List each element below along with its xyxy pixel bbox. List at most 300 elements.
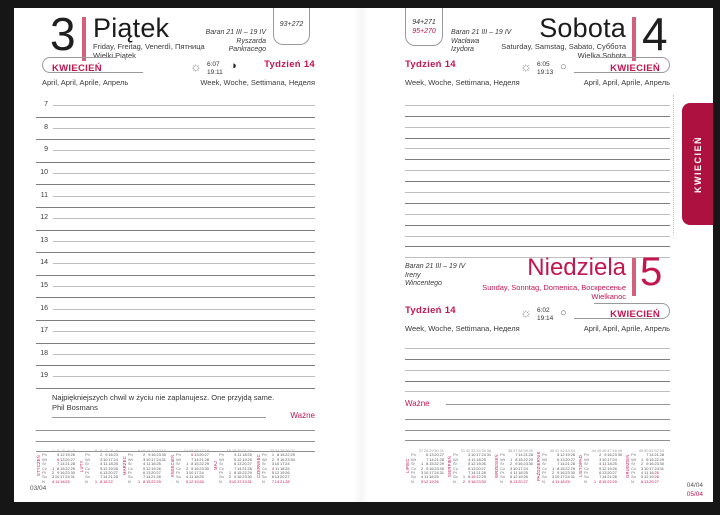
notes-lines: [36, 421, 315, 452]
day-cell: 13: [429, 452, 434, 458]
week-number: 43: [565, 449, 570, 453]
mini-calendar-month-name: STYCZEŃ: [36, 455, 41, 477]
day-cell: 2: [551, 470, 555, 476]
day-cell: 28: [659, 452, 664, 458]
mini-calendar-month-name: KWIECIEŃ: [170, 454, 175, 478]
ruled-line: [405, 193, 670, 204]
day-cell: 13: [274, 474, 280, 480]
mini-calendar-marzec: [122, 449, 166, 484]
day-cell: 26: [113, 465, 118, 471]
day-cell: 17: [60, 474, 65, 480]
weekday-label: Cz: [218, 465, 224, 471]
hour-rule: [53, 196, 315, 197]
week-number: 9: [137, 449, 141, 453]
day-cell: 8: [100, 478, 103, 484]
day-cell: 6: [557, 456, 560, 462]
day-cell: 22: [108, 478, 113, 484]
day-cell: 11: [555, 478, 560, 484]
day-cell: 29: [612, 478, 617, 484]
ruled-line: [405, 128, 670, 139]
hour-label: 9: [44, 146, 48, 154]
sunday-note-lines: [405, 338, 670, 392]
day-cell: 22: [565, 465, 570, 471]
weekday-label: Cz: [42, 465, 47, 471]
day-cell: 23: [242, 474, 247, 480]
day-cell: 19: [565, 452, 570, 458]
weekday-label: Pn: [583, 452, 589, 458]
half-hour-rule: [36, 264, 315, 275]
week-number: 12: [151, 449, 156, 453]
ruled-line: [405, 106, 670, 117]
ruled-line: [405, 226, 670, 237]
half-hour-rule: [36, 129, 315, 140]
mini-calendar-month-name: GRUDZIEŃ: [625, 454, 631, 478]
mini-calendar-wrzesień: [494, 449, 533, 484]
week-number: 49: [617, 449, 623, 453]
week-number: 7: [105, 449, 108, 453]
day-cell: 10: [471, 452, 476, 458]
day-cell: 3: [468, 452, 471, 458]
hour-row: [36, 321, 315, 344]
month-tab-rule: [574, 72, 594, 73]
half-hour-rule: [36, 106, 315, 117]
week-number: 9: [115, 449, 118, 453]
day-cell: 18: [242, 452, 247, 458]
weekday-label: Cz: [84, 465, 90, 471]
week-translations: Week, Woche, Settimana, Неделя: [405, 78, 520, 87]
weekday-label: Śr: [631, 461, 636, 467]
weekday-label: Wt: [583, 456, 589, 462]
day-cell: 12: [60, 452, 65, 458]
day-cell: 5: [599, 465, 602, 471]
day-cell: 15: [518, 456, 523, 462]
month-tab-rule: [117, 72, 143, 73]
day-cell: 15: [649, 456, 654, 462]
weekday-label: Pn: [500, 452, 505, 458]
day-cell: 17: [476, 452, 481, 458]
mini-calendar-month-name: SIERPIEŃ: [446, 455, 452, 477]
weekday-label: So: [631, 474, 636, 480]
day-cell: 20: [607, 470, 612, 476]
day-cell: 19: [108, 465, 113, 471]
mini-calendar-row: [85, 480, 118, 484]
ruled-line: [405, 139, 670, 150]
day-cell: 12: [274, 470, 280, 476]
day-cell: 11: [146, 461, 151, 467]
day-cell: 13: [643, 478, 649, 484]
day-cell: 26: [523, 474, 528, 480]
day-cell: 29: [247, 470, 252, 476]
weekday-label: Pt: [176, 470, 180, 476]
day-cell: 29: [156, 478, 161, 484]
day-cell: 1: [510, 456, 513, 462]
day-cell: 6: [100, 470, 103, 476]
ruled-line: [36, 421, 315, 431]
hour-row-top: [36, 140, 315, 154]
day-cell: 7: [426, 456, 429, 462]
day-cell: 26: [570, 452, 575, 458]
day-cell: 25: [481, 456, 486, 462]
day-cell: 10: [231, 478, 237, 484]
day-cell: 8: [234, 470, 237, 476]
day-cell: 15: [279, 452, 285, 458]
day-cell: 27: [113, 470, 118, 476]
day-cell: 9: [105, 452, 108, 458]
sunset-time: 19:13: [537, 68, 554, 76]
day-cell: 8: [599, 478, 602, 484]
day-header-saturday: [482, 15, 626, 60]
day-cell: 10: [554, 474, 560, 480]
day-cell: 10: [274, 461, 280, 467]
day-cell: 13: [237, 461, 242, 467]
hour-rule: [53, 218, 315, 219]
ruled-line: [405, 160, 670, 171]
day-cell: 15: [602, 478, 607, 484]
zodiac-sign: Baran 21 III – 19 IV: [405, 263, 466, 270]
day-cell: 8: [557, 465, 560, 471]
day-cell: [290, 480, 295, 484]
day-cell: 30: [528, 461, 533, 467]
mini-calendar-grid: [219, 449, 252, 484]
weekday-label: Pt: [84, 470, 89, 476]
weekday-label: Wt: [500, 456, 505, 462]
week-translations: Week, Woche, Settimana, Неделя: [405, 324, 520, 333]
day-cell: 24: [523, 465, 528, 471]
important-label: Ważne: [290, 411, 315, 420]
day-cell: 1: [94, 478, 98, 484]
day-cell: 18: [476, 456, 481, 462]
weekday-label: Pn: [84, 452, 90, 458]
day-cell: 3: [100, 456, 103, 462]
week-number: 27: [290, 449, 295, 453]
day-cell: 17: [194, 470, 199, 476]
week-number: 13: [156, 449, 161, 453]
hour-row-top: [36, 208, 315, 222]
weekday-label: So: [542, 474, 547, 480]
day-cell: 28: [156, 474, 161, 480]
hourly-schedule-grid: [36, 95, 315, 389]
week-number: 42: [560, 449, 565, 453]
day-cell: 14: [274, 478, 280, 484]
weekday-label: Pn: [176, 452, 181, 458]
day-cell: 19: [194, 478, 199, 484]
weekday-label: N: [452, 478, 456, 484]
ruled-line: [405, 149, 670, 160]
day-accent-bar: [632, 258, 636, 296]
day-cell: 30: [481, 478, 486, 484]
day-cell: 5: [57, 452, 60, 458]
day-cell: 21: [151, 474, 156, 480]
day-cell: 2: [185, 465, 189, 471]
weekday-label: Pn: [631, 452, 636, 458]
day-cell: 18: [151, 461, 156, 467]
month-side-tab: [682, 103, 713, 225]
day-cell: 6: [510, 478, 513, 484]
day-cell: 5: [420, 478, 424, 484]
hour-row: [36, 366, 315, 389]
mini-calendar-row: [219, 480, 252, 484]
day-cell: 30: [659, 461, 664, 467]
sun-icon: ☼: [190, 59, 202, 74]
day-cell: 18: [607, 461, 612, 467]
day-cell: 21: [523, 452, 528, 458]
day-cell: 11: [602, 461, 607, 467]
day-cell: 25: [247, 452, 252, 458]
day-cell: 16: [194, 465, 199, 471]
day-cell: 4: [599, 461, 602, 467]
day-cell: [113, 480, 118, 484]
month-tab-saturday: [594, 57, 670, 73]
day-cell: 25: [285, 465, 290, 471]
zodiac-sign: Baran 21 III – 19 IV: [205, 29, 266, 36]
day-cell: 21: [279, 478, 285, 484]
day-cell: 28: [481, 470, 486, 476]
day-cell: 20: [649, 478, 654, 484]
week-number: 36: [486, 449, 492, 453]
day-cell: 4: [100, 461, 103, 467]
name-day: Wincentego: [405, 280, 442, 287]
important-rule: [52, 417, 266, 418]
day-cell: 28: [570, 461, 575, 467]
sun-icon: ☼: [520, 305, 532, 320]
day-cell: 1: [137, 478, 141, 484]
day-cell: 21: [476, 470, 481, 476]
day-number-friday: 3: [50, 8, 75, 60]
day-cell: 2: [462, 478, 466, 484]
weekday-label: Cz: [542, 465, 547, 471]
hour-label: 19: [40, 372, 48, 380]
day-cell: 9: [148, 452, 151, 458]
day-cell: 7: [100, 474, 103, 480]
day-cell: 19: [279, 470, 285, 476]
week-number: 40: [528, 449, 533, 453]
week-number: 44: [570, 449, 575, 453]
day-header-sunday-sub: [434, 283, 626, 301]
day-cell: 22: [285, 452, 290, 458]
mini-calendar-styczeń: [36, 449, 75, 484]
month-label: KWIECIEŃ: [610, 309, 660, 320]
day-cell: 5: [234, 456, 237, 462]
hour-label: 16: [40, 304, 48, 312]
hour-row-top: [36, 95, 315, 109]
weekday-label: Pt: [500, 470, 504, 476]
weekday-label: So: [127, 474, 133, 480]
weekday-label: Śr: [542, 461, 546, 467]
day-cell: 24: [654, 465, 659, 471]
mini-calendar-row: [176, 480, 209, 484]
week-number: 28: [423, 449, 429, 453]
hour-rule: [53, 128, 315, 129]
day-cell: 13: [60, 456, 65, 462]
footer-date-sunday: 05/04: [686, 490, 703, 498]
week-number: 18: [226, 449, 232, 453]
page-date-footer-left: 03/04: [30, 485, 47, 492]
hour-label: 17: [40, 327, 48, 335]
name-day: Pankracego: [228, 46, 266, 53]
week-number: 21: [242, 449, 247, 453]
day-cell: 3: [228, 478, 232, 484]
day-cell: 7: [646, 452, 649, 458]
mini-calendar-grid: [128, 449, 166, 484]
day-cell: 10: [103, 456, 108, 462]
mini-calendar-month-name: WRZESIEŃ: [494, 454, 500, 478]
holiday-label: Wielka Sobota: [577, 51, 626, 60]
day-cell: 27: [481, 465, 486, 471]
day-cell: 7: [515, 452, 518, 458]
hour-rule: [53, 173, 315, 174]
day-cell: 10: [643, 465, 649, 471]
week-number: 53: [659, 449, 664, 453]
weekday-label: Wt: [42, 456, 47, 462]
week-number: 48: [612, 449, 617, 453]
weekday-label: Cz: [583, 465, 589, 471]
day-cell: 14: [602, 474, 607, 480]
day-cell: 3: [51, 474, 55, 480]
day-cell: 13: [560, 456, 565, 462]
day-cell: 20: [151, 470, 156, 476]
mini-calendar-month-name: CZERWIEC: [255, 454, 261, 478]
day-cell: 1: [462, 474, 466, 480]
weekday-label: Cz: [452, 465, 458, 471]
day-cell: 1: [185, 461, 189, 467]
day-translations: Saturday, Samstag, Sabato, Суббота: [501, 42, 626, 51]
day-cell: 6: [234, 461, 237, 467]
day-cell: 31: [486, 452, 492, 458]
day-of-year: 93+272: [279, 21, 304, 28]
day-cell: 17: [108, 456, 113, 462]
week-number: 17: [199, 449, 204, 453]
half-hour-rule: [36, 219, 315, 230]
day-cell: 29: [528, 456, 533, 462]
day-cell: 13: [512, 478, 518, 484]
day-cell: 26: [481, 461, 486, 467]
half-hour-rule: [36, 287, 315, 298]
day-name: Piątek: [93, 13, 170, 43]
week-number: 15: [188, 449, 194, 453]
ruled-line: [405, 360, 670, 371]
day-cell: 12: [237, 456, 242, 462]
sunrise-sunset: [537, 61, 553, 76]
day-cell: 18: [649, 470, 654, 476]
day-cell: 12: [145, 465, 151, 471]
day-cell: 5: [641, 474, 644, 480]
weekday-label: Pn: [452, 452, 458, 458]
day-cell: 21: [199, 456, 204, 462]
day-translations: Friday, Freitag, Venerdì, Пятница: [93, 42, 205, 51]
day-cell: 9: [604, 452, 607, 458]
sunrise-sunset: [537, 307, 553, 322]
weekday-label: Wt: [176, 456, 181, 462]
day-cell: 3: [641, 465, 644, 471]
weekday-label: Wt: [261, 456, 267, 462]
footer-date-saturday: 04/04: [686, 482, 703, 489]
hour-rule: [53, 263, 315, 264]
weekday-label: Śr: [500, 461, 505, 467]
day-cell: 26: [156, 465, 161, 471]
hour-row: [36, 298, 315, 321]
day-cell: 11: [471, 456, 476, 462]
weekday-label: N: [84, 478, 88, 484]
day-cell: 19: [649, 474, 654, 480]
half-hour-rule: [36, 174, 315, 185]
hour-row: [36, 344, 315, 367]
day-cell: 27: [247, 461, 252, 467]
day-cell: 21: [565, 461, 570, 467]
day-cell: 6: [57, 456, 60, 462]
day-number-sunday: 5: [640, 250, 662, 294]
day-cell: 10: [54, 474, 60, 480]
day-cell: 28: [113, 474, 118, 480]
day-cell: 12: [103, 465, 108, 471]
day-cell: [204, 480, 209, 484]
day-cell: 10: [423, 470, 429, 476]
day-of-year-sunday: 95+270: [412, 27, 436, 35]
day-cell: 4: [234, 452, 237, 458]
day-cell: [570, 480, 575, 484]
day-cell: 26: [612, 465, 617, 471]
mini-calendar-row: [500, 480, 533, 484]
day-cell: 16: [518, 461, 523, 467]
weekday-label: N: [218, 478, 222, 484]
moon-phase-icon: ○: [560, 61, 567, 73]
day-of-year-saturday: 94+271: [412, 19, 436, 26]
weekday-label: Śr: [176, 461, 180, 467]
day-cell: 27: [570, 456, 575, 462]
day-cell: 20: [199, 452, 204, 458]
day-cell: 26: [199, 478, 204, 484]
week-number: 38: [518, 449, 523, 453]
day-cell: 15: [560, 465, 565, 471]
day-cell: 12: [643, 474, 649, 480]
day-cell: 5: [143, 465, 146, 471]
day-cell: 2: [271, 456, 275, 462]
day-cell: 22: [654, 456, 659, 462]
week-translations: Week, Woche, Settimana, Неделя: [200, 78, 315, 87]
day-cell: 11: [103, 461, 108, 467]
day-cell: 15: [471, 474, 476, 480]
day-cell: 6: [641, 478, 644, 484]
day-cell: 20: [518, 478, 523, 484]
weekday-label: Pn: [218, 452, 224, 458]
day-cell: 16: [279, 456, 285, 462]
day-cell: 23: [523, 461, 528, 467]
sunrise-time: 6:07: [207, 61, 220, 68]
mini-calendar-month-name: LUTY: [78, 460, 84, 472]
day-cell: 4: [51, 478, 55, 484]
week-number: 29: [429, 449, 434, 453]
day-cell: 2: [641, 461, 644, 467]
week-number: 41: [554, 449, 560, 453]
day-cell: 28: [612, 474, 617, 480]
day-cell: 7: [191, 456, 194, 462]
mini-calendar-sierpień: [447, 449, 491, 484]
week-number: 35: [481, 449, 486, 453]
day-cell: 6: [191, 452, 194, 458]
day-cell: 6: [426, 452, 429, 458]
quote-block: [52, 393, 312, 412]
month-translations: April, April, Aprile, Апрель: [583, 324, 670, 333]
week-number: 16: [194, 449, 199, 453]
day-cell: 3: [420, 470, 424, 476]
day-cell: 14: [194, 456, 199, 462]
day-cell: 3: [185, 470, 189, 476]
mini-calendar-row: [542, 480, 575, 484]
day-cell: 29: [204, 461, 209, 467]
day-translations: Sunday, Sonntag, Domenica, Воскресенье: [482, 283, 626, 292]
day-cell: 12: [188, 478, 194, 484]
mini-calendars-jul-dec: [405, 449, 671, 484]
mini-calendar-month-name: MAJ: [212, 461, 218, 471]
